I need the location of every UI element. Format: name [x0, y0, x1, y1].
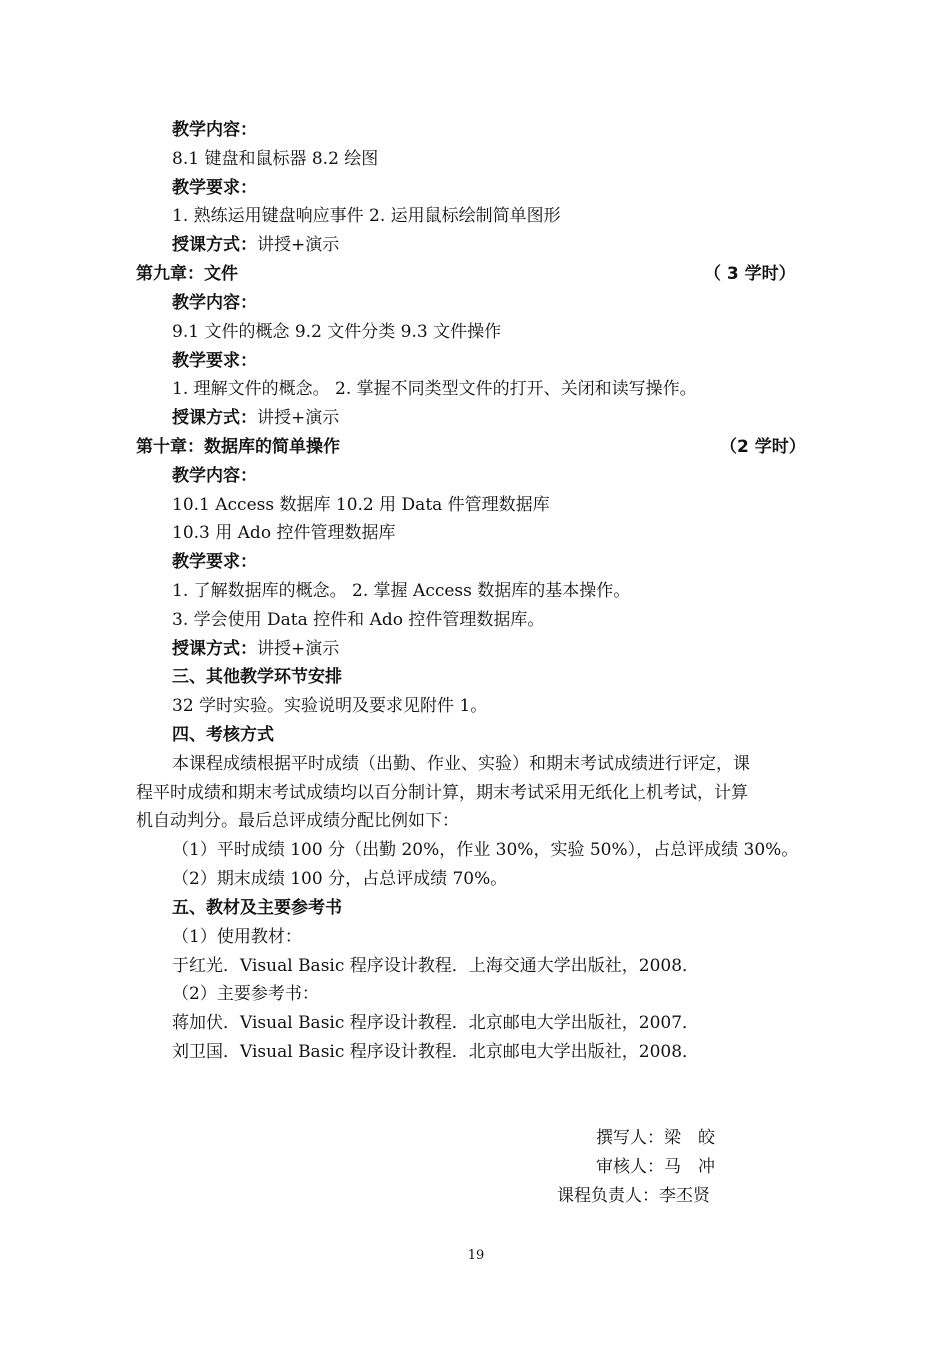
- ch9-method-label: 授课方式：: [172, 408, 257, 428]
- page-number: 19: [467, 1248, 485, 1263]
- ch10-hours: （2 学时）: [720, 437, 806, 457]
- ch10-req-line-2: 3. 学会使用 Data 控件和 Ado 控件管理数据库。: [172, 610, 545, 630]
- section-4-para-line-3: 机自动判分。最后总评成绩分配比例如下：: [136, 811, 459, 831]
- ch8-content-label: 教学内容：: [172, 120, 257, 140]
- textbook-entry: 于红光．Visual Basic 程序设计教程．上海交通大学出版社，2008．: [172, 956, 700, 976]
- section-5-heading: 五、教材及主要参考书: [172, 898, 342, 918]
- section-4-item-2: （2）期末成绩 100 分，占总评成绩 70%。: [172, 869, 508, 889]
- ch9-req-label: 教学要求：: [172, 351, 257, 371]
- ch8-method: [172, 234, 339, 256]
- ch8-content-line: 8.1 键盘和鼠标器 8.2 绘图: [172, 149, 379, 169]
- section-3-heading: 三、其他教学环节安排: [172, 667, 342, 687]
- course-owner-line: 课程负责人：李丕贤: [557, 1186, 710, 1206]
- section-4-heading: 四、考核方式: [172, 725, 274, 745]
- ch9-method: [172, 407, 339, 429]
- ch9-title: 第九章：文件: [136, 264, 238, 284]
- ch9-content-line: 9.1 文件的概念 9.2 文件分类 9.3 文件操作: [172, 322, 502, 342]
- ch10-req-label: 教学要求：: [172, 552, 257, 572]
- reference-entry-2: 刘卫国．Visual Basic 程序设计教程．北京邮电大学出版社，2008．: [172, 1042, 700, 1062]
- ch10-content-label: 教学内容：: [172, 466, 257, 486]
- section-3-text: 32 学时实验。实验说明及要求见附件 1。: [172, 696, 488, 716]
- section-4-para-line-1: 本课程成绩根据平时成绩（出勤、作业、实验）和期末考试成绩进行评定，课: [172, 754, 750, 774]
- ch10-req-line-1: 1. 了解数据库的概念。 2. 掌握 Access 数据库的基本操作。: [172, 581, 631, 601]
- ch8-req-label: 教学要求：: [172, 178, 257, 198]
- references-label: （2）主要参考书：: [172, 984, 319, 1004]
- section-4-para-line-2: 程平时成绩和期末考试成绩均以百分制计算，期末考试采用无纸化上机考试，计算: [136, 783, 748, 803]
- reviewer-line: 审核人：马 冲: [596, 1157, 715, 1177]
- ch9-req-line: 1. 理解文件的概念。 2. 掌握不同类型文件的打开、关闭和读写操作。: [172, 379, 697, 399]
- ch10-method: [172, 638, 339, 660]
- ch9-hours: （ 3 学时）: [704, 264, 796, 284]
- reference-entry-1: 蒋加伏．Visual Basic 程序设计教程．北京邮电大学出版社，2007．: [172, 1013, 700, 1033]
- ch10-title: 第十章：数据库的简单操作: [136, 437, 340, 457]
- ch8-req-line: 1. 熟练运用键盘响应事件 2. 运用鼠标绘制简单图形: [172, 206, 561, 226]
- ch10-method-label: 授课方式：: [172, 639, 257, 659]
- ch10-content-line-2: 10.3 用 Ado 控件管理数据库: [172, 523, 396, 543]
- section-4-item-1: （1）平时成绩 100 分（出勤 20%，作业 30%，实验 50%），占总评成绩 30%。: [172, 840, 799, 860]
- ch9-method-value: 讲授+演示: [257, 408, 340, 428]
- ch10-content-line-1: 10.1 Access 数据库 10.2 用 Data 件管理数据库: [172, 495, 550, 515]
- ch8-method-label: 授课方式：: [172, 235, 257, 255]
- ch8-method-value: 讲授+演示: [257, 235, 340, 255]
- textbook-label: （1）使用教材：: [172, 927, 302, 947]
- writer-line: 撰写人：梁 皎: [596, 1128, 715, 1148]
- ch10-method-value: 讲授+演示: [257, 639, 340, 659]
- ch9-content-label: 教学内容：: [172, 293, 257, 313]
